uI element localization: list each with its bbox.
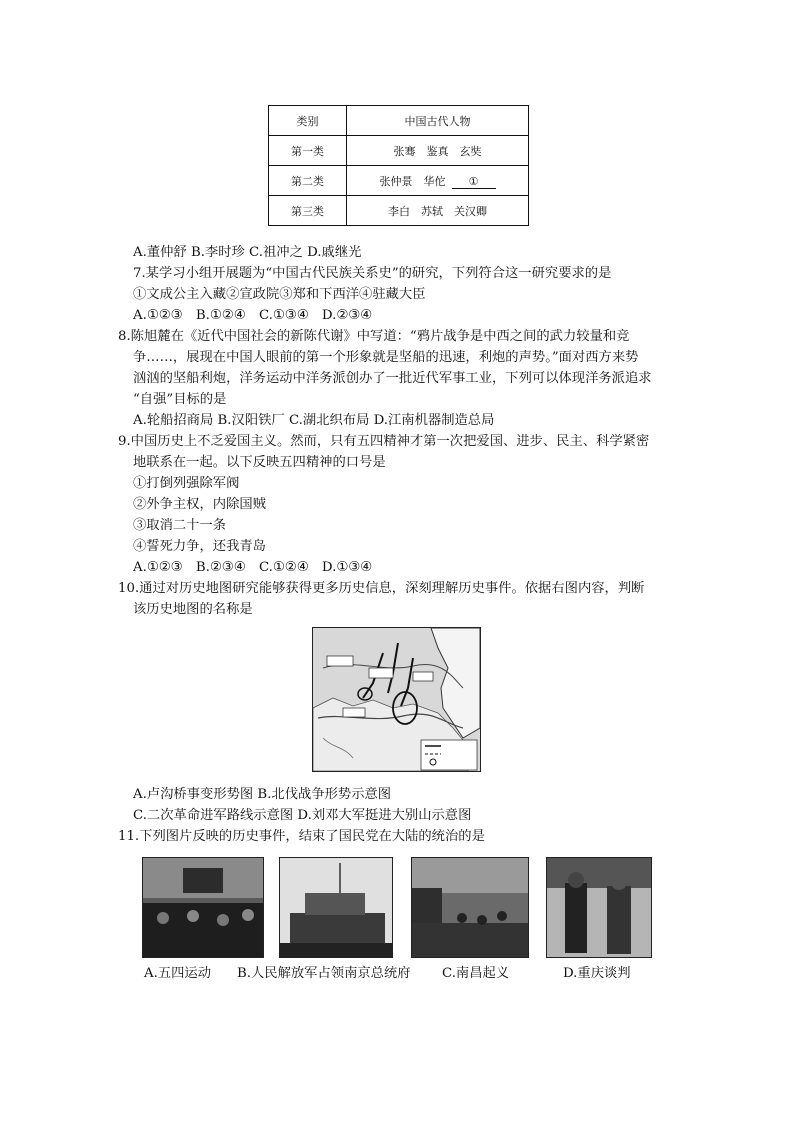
- fill-blank: ①: [452, 175, 496, 189]
- table-row: [269, 196, 529, 226]
- map-drawing: [313, 628, 480, 771]
- people-text: 张仲景 华佗: [379, 174, 446, 188]
- table-row: [269, 136, 529, 166]
- caption-d: D.重庆谈判: [563, 966, 631, 981]
- q9-item: ①打倒列强除军阀: [133, 476, 240, 491]
- q9-line2: 地联系在一起。以下反映五四精神的口号是: [133, 455, 386, 470]
- q7-stem: 7.某学习小组开展题为“中国古代民族关系史”的研究，下列符合这一研究要求的是: [133, 266, 612, 281]
- q7-options: A.①②③ B.①②④ C.①③④ D.②③④: [133, 308, 373, 323]
- q9-item: ④誓死力争，还我青岛: [133, 539, 266, 554]
- photo-presidential-palace: [279, 857, 393, 958]
- photo-palace-image: [280, 858, 392, 957]
- q8-line1: 8.陈旭麓在《近代中国社会的新陈代谢》中写道：“鸦片战争是中西之间的武力较量和竞: [118, 329, 630, 344]
- photo-nanchang-uprising: [411, 857, 529, 958]
- photo-crowd-image: [143, 858, 263, 957]
- q9-line1: 9.中国历史上不乏爱国主义。然而，只有五四精神才第一次把爱国、进步、民主、科学紧密: [118, 434, 650, 449]
- historical-map-figure: [312, 627, 481, 772]
- q10-options-ab: A.卢沟桥事变形势图 B.北伐战争形势示意图: [133, 787, 392, 802]
- q9-options: A.①②③ B.②③④ C.①②④ D.①③④: [133, 560, 373, 575]
- table-header-people: 中国古代人物: [347, 106, 529, 136]
- q8-line3: 汹汹的坚船利炮，洋务运动中洋务派创办了一批近代军事工业，下列可以体现洋务派追求: [133, 371, 652, 386]
- caption-b: B.人民解放军占领南京总统府: [237, 966, 411, 981]
- q8-options: A.轮船招商局 B.汉阳铁厂 C.湖北织布局 D.江南机器制造总局: [133, 413, 495, 428]
- photo-uprising-image: [412, 858, 528, 957]
- table-cell-people: 李白 苏轼 关汉卿: [347, 196, 529, 226]
- table-cell-category: 第三类: [269, 196, 347, 226]
- q9-item: ③取消二十一条: [133, 518, 227, 533]
- photo-chongqing-negotiation: [546, 857, 652, 958]
- q10-line1: 10.通过对历史地图研究能够获得更多历史信息，深刻理解历史事件。依据右图内容，判断: [118, 581, 645, 596]
- caption-a: A.五四运动: [144, 966, 212, 981]
- photo-negotiation-image: [547, 858, 651, 957]
- category-table: [268, 105, 529, 226]
- table-cell-category: 第二类: [269, 166, 347, 196]
- q9-item: ②外争主权，内除国贼: [133, 497, 266, 512]
- q11-stem: 11.下列图片反映的历史事件，结束了国民党在大陆的统治的是: [118, 829, 485, 844]
- q8-line4: “自强”目标的是: [133, 392, 227, 407]
- table-cell-people: 张骞 鉴真 玄奘: [347, 136, 529, 166]
- photo-may-fourth: [142, 857, 264, 958]
- q8-line2: 争……，展现在中国人眼前的第一个形象就是坚船的迅速，利炮的声势。”面对西方来势: [133, 350, 639, 365]
- table-cell-people: [347, 166, 529, 196]
- q6-options: A.董仲舒 B.李时珍 C.祖冲之 D.戚继光: [133, 245, 362, 260]
- q7-items: ①文成公主入藏②宣政院③郑和下西洋④驻藏大臣: [133, 287, 426, 302]
- table-cell-category: 第一类: [269, 136, 347, 166]
- table-row: [269, 106, 529, 136]
- caption-c: C.南昌起义: [442, 966, 510, 981]
- q10-options-cd: C.二次革命进军路线示意图 D.刘邓大军挺进大别山示意图: [133, 808, 472, 823]
- q10-line2: 该历史地图的名称是: [133, 602, 253, 617]
- table-row: [269, 166, 529, 196]
- table-header-category: 类别: [269, 106, 347, 136]
